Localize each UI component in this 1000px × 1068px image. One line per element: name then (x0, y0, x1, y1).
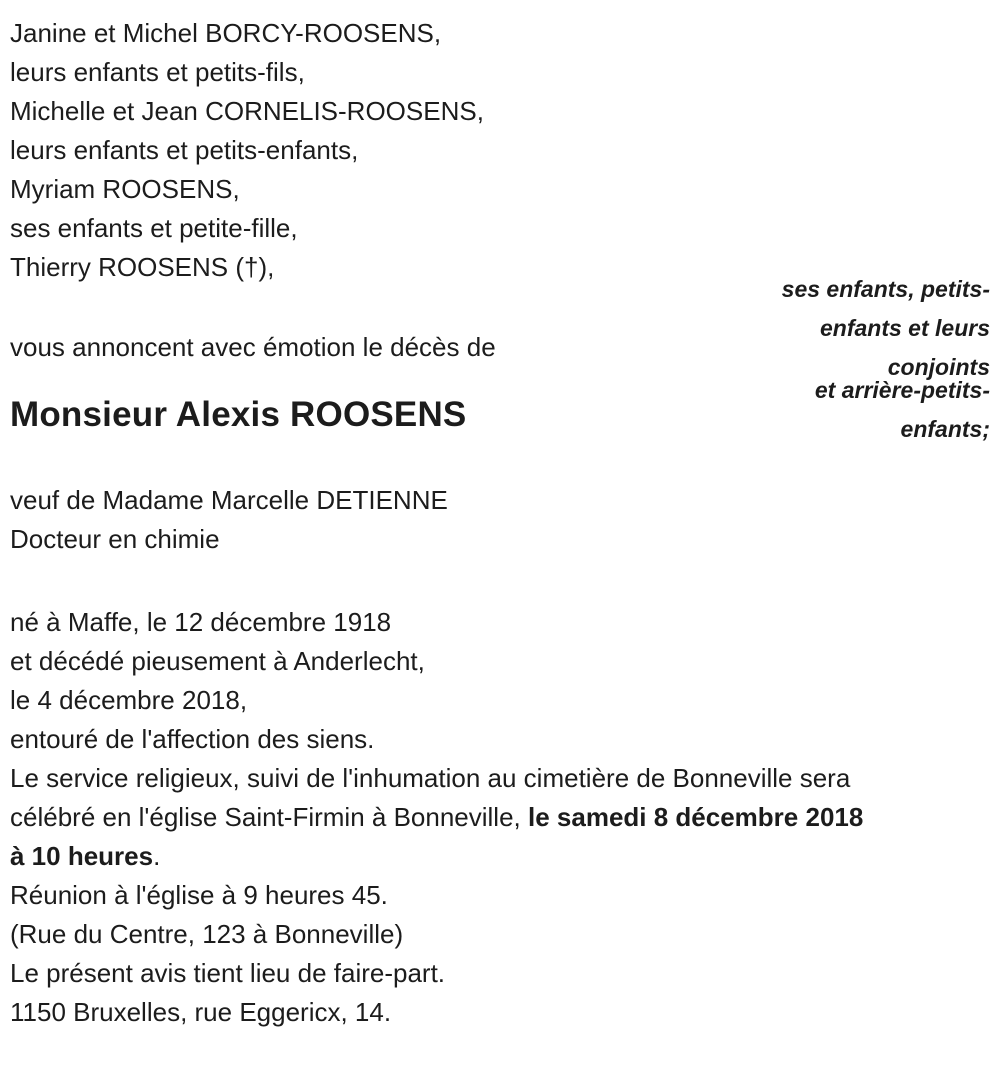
detail-line: né à Maffe, le 12 décembre 1918 (10, 607, 392, 637)
side-note-group-2 (650, 371, 990, 449)
service-line-2-normal: célébré en l'église Saint-Firmin à Bonneville, (10, 802, 528, 832)
announcement-line: vous annoncent avec émotion le décès de (10, 332, 496, 362)
side-note (650, 270, 990, 449)
side-note-line: ses enfants, petits- (781, 276, 990, 302)
family-line: leurs enfants et petits-fils, (10, 57, 305, 87)
service-line-2 (10, 798, 990, 837)
closing-line: (Rue du Centre, 123 à Bonneville) (10, 919, 404, 949)
family-block (10, 14, 990, 287)
detail-line: et décédé pieusement à Anderlecht, (10, 646, 425, 676)
status-block (10, 481, 990, 559)
service-line-3 (10, 837, 990, 876)
side-note-line: enfants; (900, 416, 990, 442)
closing-line: 1150 Bruxelles, rue Eggericx, 14. (10, 997, 392, 1027)
service-time-bold: à 10 heures (10, 841, 154, 871)
detail-line: Le service religieux, suivi de l'inhumation au cimetière de Bonneville sera (10, 763, 851, 793)
service-line-3-end: . (153, 841, 161, 871)
family-line: Thierry ROOSENS (†), (10, 252, 275, 282)
closing-line: Réunion à l'église à 9 heures 45. (10, 880, 388, 910)
detail-line: entouré de l'affection des siens. (10, 724, 375, 754)
service-date-bold: le samedi 8 décembre 2018 (528, 802, 864, 832)
family-line: leurs enfants et petits-enfants, (10, 135, 359, 165)
side-note-line: conjoints (887, 354, 990, 380)
family-line: ses enfants et petite-fille, (10, 213, 298, 243)
side-note-line: enfants et leurs (820, 315, 990, 341)
status-line: veuf de Madame Marcelle DETIENNE (10, 485, 448, 515)
closing-line: Le présent avis tient lieu de faire-part. (10, 958, 446, 988)
deceased-name: Monsieur Alexis ROOSENS (10, 395, 467, 434)
details-block (10, 603, 990, 1032)
family-line: Myriam ROOSENS, (10, 174, 240, 204)
family-line: Janine et Michel BORCY-ROOSENS, (10, 18, 442, 48)
side-note-line: et arrière-petits- (814, 377, 990, 403)
detail-line: le 4 décembre 2018, (10, 685, 248, 715)
status-line: Docteur en chimie (10, 524, 220, 554)
side-note-group-1 (650, 270, 990, 387)
family-line: Michelle et Jean CORNELIS-ROOSENS, (10, 96, 484, 126)
